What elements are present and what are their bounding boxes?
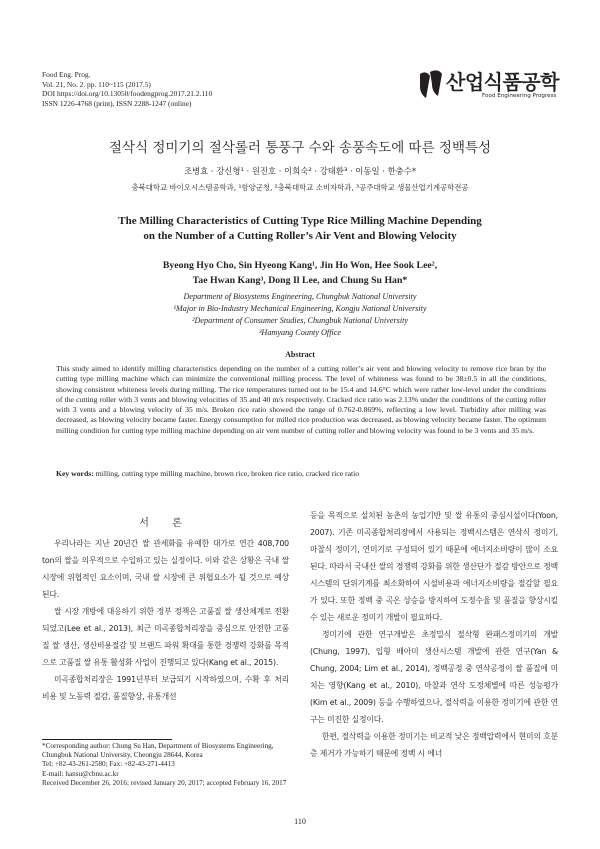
english-affiliation-2: ¹Major in Bio-Industry Mechanical Engineering, Kongju National University — [173, 304, 427, 313]
section-title-introduction: 서 론 — [139, 518, 192, 529]
english-authors-line2: Tae Hwan Kang³, Dong Il Lee, and Chung Su Han* — [192, 275, 408, 286]
body-paragraph: 등을 목적으로 설치된 농촌의 농업기반 및 쌀 유통의 중심시설이다(Yoon, 2007). 기존 미곡종합처리장에서 사용되는 정백시스템은 연삭식 정미기, 마찰식 정미기, 연미기로 구성되어 있기 때문에 에너지소비량이 많이 소요된다. 따라서 국내산 쌀의 경쟁력 강화를 위한 생산단가 절감 방안으로 정백시스템의 단위기계를 최소화하여 시설비용과 에너지소비량을 절감할 필요가 있다. 또한 정백 중 곡온 상승을 방지하여 도정수율 및 품질을 향상시킬 수 있는 새로운 정미기 개발이 필요하다. — [310, 511, 558, 622]
english-affiliation-4: ³Hamyang County Office — [258, 328, 342, 337]
keywords — [56, 469, 546, 478]
body-paragraph: 한편, 절삭력을 이용한 정미기는 비교적 낮은 정백압력에서 현미의 호분층 제거가 가능하기 때문에 정백 시 에너 — [310, 732, 558, 758]
english-title-line2: on the Number of a Cutting Roller’s Air Vent and Blowing Velocity — [143, 229, 457, 242]
footnote-email: E-mail: hansu@cbnu.ac.kr — [42, 769, 119, 778]
english-affiliations — [0, 291, 600, 339]
body-left-column — [42, 535, 289, 705]
english-authors-line1: Byeong Hyo Cho, Sin Hyeong Kang¹, Jin Ho Won, Hee Sook Lee², — [162, 260, 438, 271]
abstract-text: This study aimed to identify milling characteristics depending on the number of a cutting roller’s air vent and blowing velocity to remove rice bran by the cutting type milling machine which can minimize the conventional milling process. The level of whiteness was found to be 38±0.5 in all the conditions, showing consistent whiteness levels during milling. The rice temperatures turned out to be 15.4 and 14.6°C which were rather low-level under the conditions of the cutting roller with 3 vents and blowing velocities of 35 and 40 m/s respectively. Cracked rice ratio was 2.13% under the conditions of the cutting roller with 3 vents and a blowing velocity of 35 m/s. Broken rice ratio showed the range of 0.762-0.869%, reflecting a low level. Turbidity after milling was decreased, as blowing velocity became faster. Energy consumption for milled rice production was decreased, as blowing velocity became faster. The optimum milling condition for cutting type milling machine depending on air vent number of cutting roller and blowing velocity was found to be 3 vents and 35 m/s. — [56, 364, 546, 435]
footnote-phone: Tel: +82-43-261-2580; Fax: +82-43-271-4413 — [42, 760, 175, 769]
body-paragraph: 정미기에 관한 연구개발은 초정밀식 절삭형 완패스정미기의 개발(Chung, 1997), 입형 배아미 생산시스템 개발에 관한 연구(Yan & Chung, 2004; Lim et al., 2014), 정백공정 중 연삭공정이 쌀 품질에 미치는 영향(Kang et al., 2010), 마찰과 연삭 도정체별에 따른 성능평가(Kim et al., 2009) 등을 수행하였으나, 절삭력을 이용한 정미기에 관한 연구는 미진한 실정이다. — [310, 630, 558, 724]
korean-affiliations: 충북대학교 바이오시스템공학과, ¹함양군청, ²충북대학교 소비자학과, ³공주대학교 생물산업기계공학전공 — [131, 183, 469, 192]
korean-authors: 조병효 · 강신형¹ · 원진호 · 이희숙² · 강태환³ · 이동일 · 한충수* — [183, 166, 417, 176]
abstract-heading: Abstract — [285, 350, 315, 359]
footnote-dates: Received December 26, 2016; revised January 20, 2017; accepted February 16, 2017 — [42, 778, 287, 787]
footnote-divider — [42, 739, 172, 740]
journal-header — [42, 70, 212, 108]
page-number: 110 — [294, 817, 306, 826]
english-affiliation-1: Department of Biosystems Engineering, Chungbuk National University — [183, 292, 417, 301]
footnote — [42, 742, 292, 788]
logo-mark-icon — [416, 68, 448, 102]
journal-doi: DOI https://doi.org/10.13050/foodengprog.2017.21.2.110 — [42, 89, 213, 99]
keywords-label: Key words: — [56, 469, 94, 478]
journal-logo — [416, 66, 564, 110]
english-title-line1: The Milling Characteristics of Cutting Type Rice Milling Machine Depending — [118, 215, 482, 227]
body-right-column — [310, 507, 558, 762]
english-affiliation-3: ²Department of Consumer Studies, Chungbuk National University — [192, 316, 408, 325]
journal-issn: ISSN 1226-4768 (print), ISSN 2288-1247 (online) — [42, 98, 192, 108]
english-authors — [0, 258, 600, 288]
body-paragraph: 쌀 시장 개방에 대응하기 위한 정부 정책은 고품질 쌀 생산체계로 전환되었고(Lee et al., 2013), 최근 미곡종합처리장을 중심으로 안전한 고품질 쌀 생산, 생산비용절감 및 브랜드 파워 확대를 통한 경쟁력 강화를 목적으로 고품질 쌀 유통 활성화 사업이 진행되고 있다(Kang et al., 2015). — [42, 607, 289, 667]
body-paragraph: 우리나라는 지난 20년간 쌀 관세화를 유예한 대가로 연간 408,700 ton의 쌀을 의무적으로 수입하고 있는 실정이다. 이와 같은 상황은 국내 쌀 시장에 위협적인 요소이며, 국내 쌀 시장에 큰 위협요소가 될 것으로 예상된다. — [42, 539, 289, 599]
logo-text: 산업식품공학 — [446, 70, 559, 94]
logo-subtitle: Food Engineering Progress — [482, 93, 557, 99]
journal-name: Food Eng. Prog. — [42, 70, 91, 79]
keywords-list: milling, cutting type milling machine, brown rice, broken rice ratio, cracked rice ratio — [95, 469, 360, 478]
footnote-corresponding-author: *Corresponding author: Chung Su Han, Department of Biosystems Engineering, Chungbuk National University, Cheongju 28644, Korea — [42, 742, 274, 760]
body-paragraph: 미곡종합처리장은 1991년부터 보급되기 시작하였으며, 수확 후 처리 비용 및 노동력 절감, 품질향상, 유통개선 — [42, 675, 289, 701]
journal-volume: Vol. 21, No. 2. pp. 110~115 (2017.5) — [42, 79, 151, 89]
korean-title: 절삭식 정미기의 절삭롤러 통풍구 수와 송풍속도에 따른 정백특성 — [108, 140, 492, 156]
english-title — [0, 214, 600, 243]
